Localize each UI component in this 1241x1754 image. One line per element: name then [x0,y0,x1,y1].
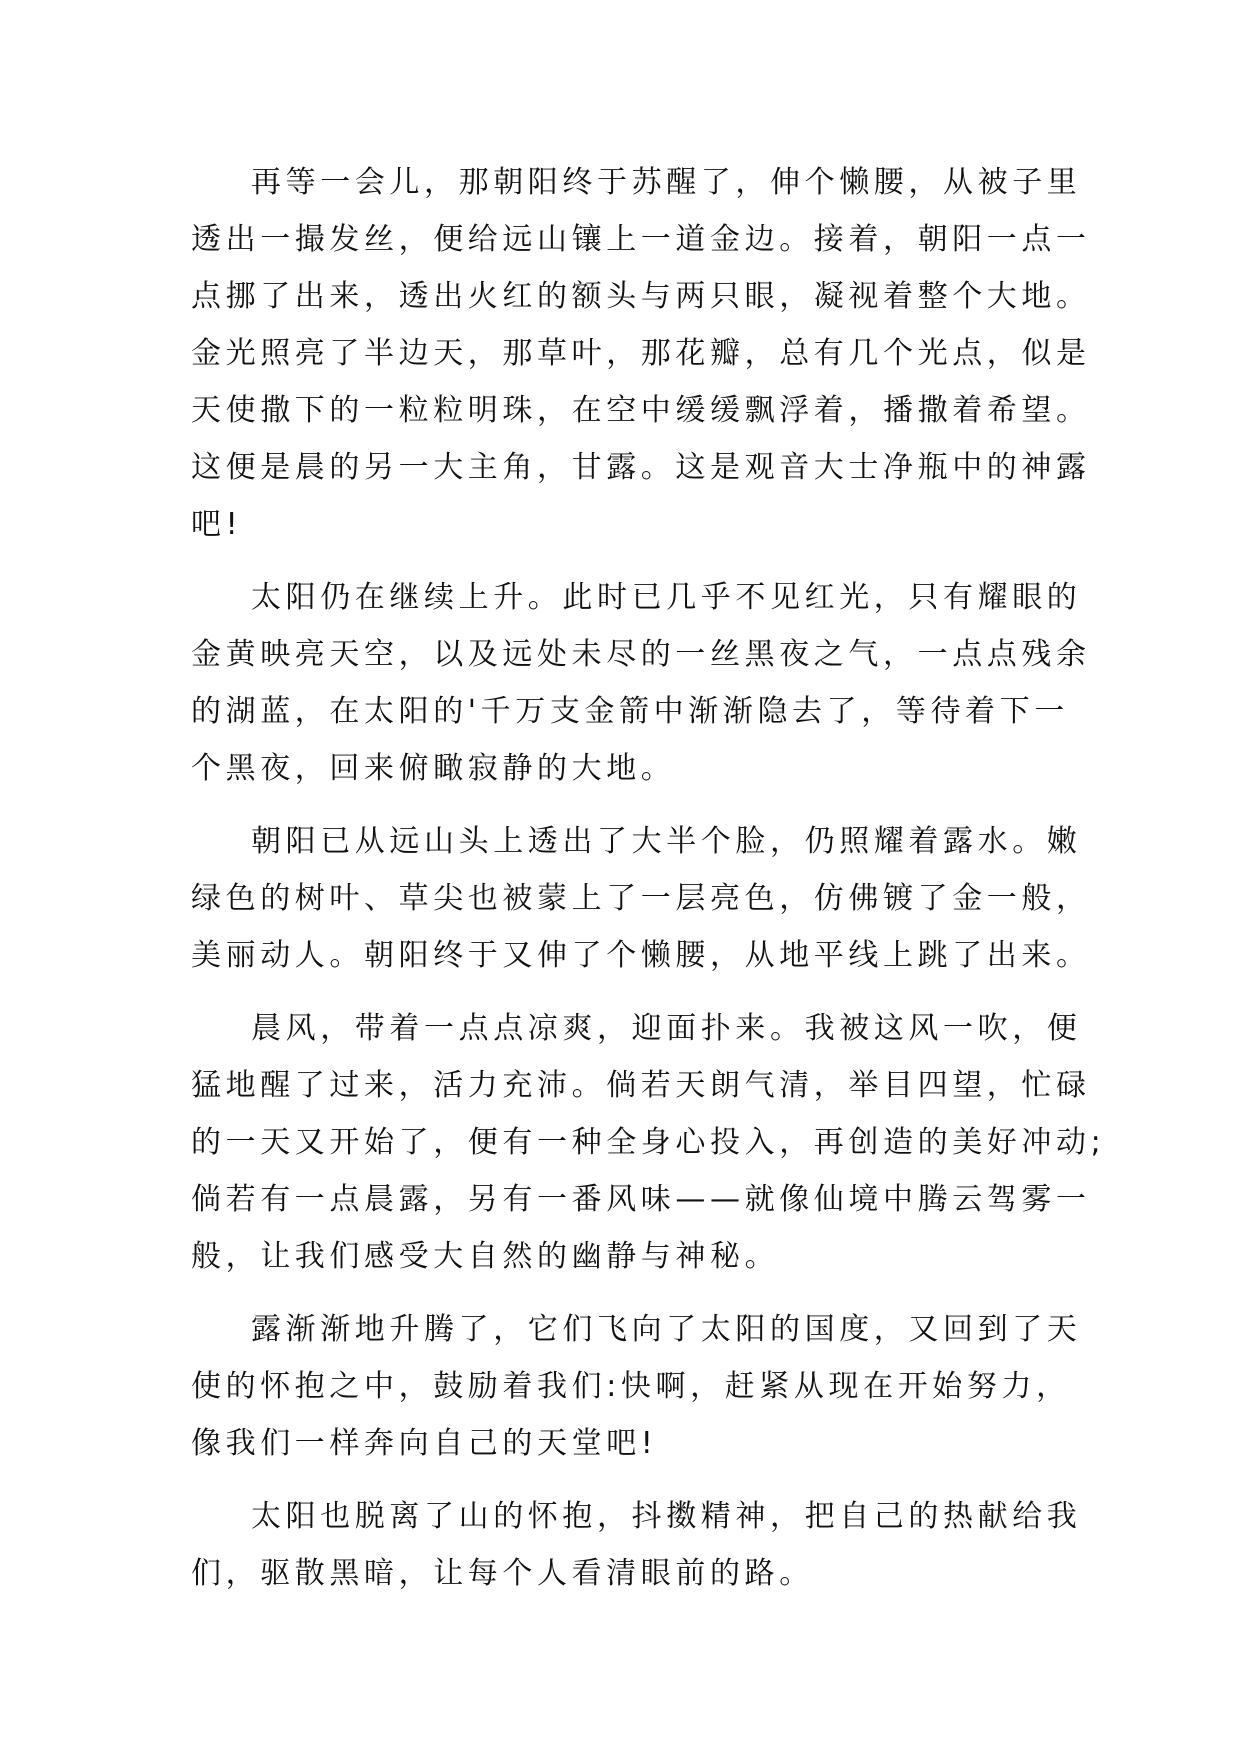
text-line: 透出一撮发丝，便给远山镶上一道金边。接着，朝阳一点一 [191,222,1091,257]
text-line: 倘若有一点晨露，另有一番风味——就像仙境中腾云驾雾一 [191,1182,1091,1217]
text-line: 朝阳已从远山头上透出了大半个脸，仍照耀着露水。嫩 [251,824,1082,859]
text-line: 美丽动人。朝阳终于又伸了个懒腰，从地平线上跳了出来。 [191,938,1091,973]
document-body [0,154,1241,1618]
paragraph-3 [0,813,1241,984]
text-line: 太阳仍在继续上升。此时已几乎不见红光，只有耀眼的 [251,580,1082,615]
paragraph-5 [0,1301,1241,1472]
paragraph-2 [0,569,1241,797]
text-line: 般，让我们感受大自然的幽静与神秘。 [191,1239,780,1274]
paragraph-1 [0,154,1241,553]
paragraph-6 [0,1488,1241,1602]
text-line: 金黄映亮天空，以及远处未尽的一丝黑夜之气，一点点残余 [191,637,1091,672]
text-line: 天使撒下的一粒粒明珠，在空中缓缓飘浮着，播撒着希望。 [191,393,1091,428]
text-line: 们，驱散黑暗，让每个人看清眼前的路。 [191,1556,814,1591]
text-line: 个黑夜，回来俯瞰寂静的大地。 [191,751,676,786]
text-line: 金光照亮了半边天，那草叶，那花瓣，总有几个光点，似是 [191,336,1091,371]
text-line: 太阳也脱离了山的怀抱，抖擞精神，把自己的热献给我 [251,1499,1082,1534]
text-line: 晨风，带着一点点凉爽，迎面扑来。我被这风一吹，便 [251,1011,1082,1046]
text-line: 绿色的树叶、草尖也被蒙上了一层亮色，仿佛镀了金一般， [191,881,1091,916]
text-line: 猛地醒了过来，活力充沛。倘若天朗气清，举目四望，忙碌 [191,1068,1091,1103]
text-line: 像我们一样奔向自己的天堂吧! [191,1426,658,1461]
text-line: 的一天又开始了，便有一种全身心投入，再创造的美好冲动; [191,1125,1106,1160]
text-line: 点挪了出来，透出火红的额头与两只眼，凝视着整个大地。 [191,279,1091,314]
paragraph-4 [0,1000,1241,1285]
text-line: 吧! [191,507,243,542]
text-line: 的湖蓝，在太阳的'千万支金箭中渐渐隐去了，等待着下一 [191,694,1069,729]
text-line: 再等一会儿，那朝阳终于苏醒了，伸个懒腰，从被子里 [251,165,1082,200]
text-line: 使的怀抱之中，鼓励着我们:快啊，赶紧从现在开始努力， [191,1369,1071,1404]
text-line: 露渐渐地升腾了，它们飞向了太阳的国度，又回到了天 [251,1312,1082,1347]
text-line: 这便是晨的另一大主角，甘露。这是观音大士净瓶中的神露 [191,450,1091,485]
